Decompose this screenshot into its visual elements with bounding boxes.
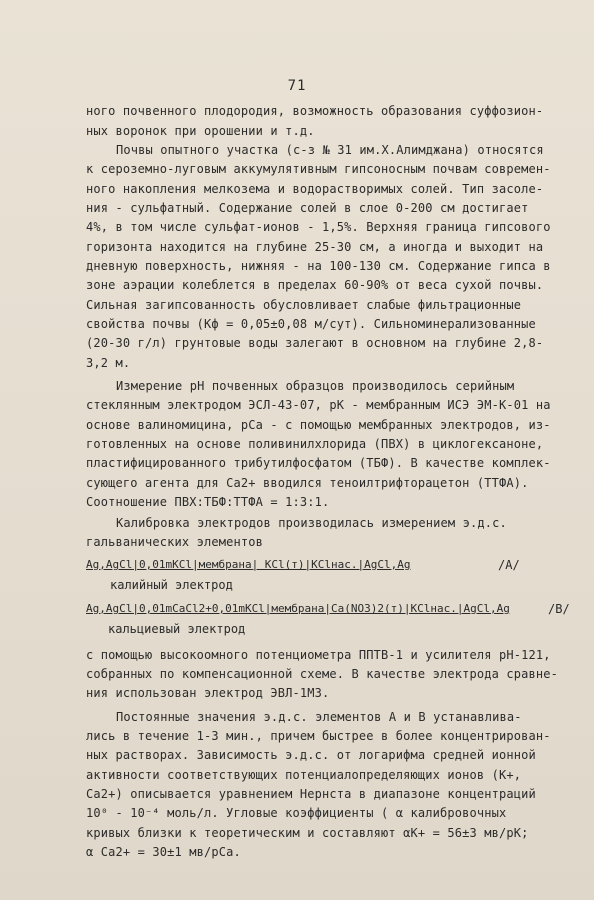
text-line: с помощью высокоомного потенциометра ППТВ-1 и усилителя рН-121,	[86, 648, 551, 662]
text-line: лись в течение 1-3 мин., причем быстрее в более концентрирован-	[86, 729, 551, 743]
cell-a-tag: /A/	[498, 558, 520, 572]
text-line: Почвы опытного участка (с-з № 31 им.Х.Алимджана) относятся	[116, 143, 544, 157]
text-line: Измерение рН почвенных образцов производилось серийным	[116, 379, 515, 393]
text-line: пластифицированного трибутилфосфатом (ТБФ). В качестве комплек-	[86, 456, 551, 470]
text-line: гальванических элементов	[86, 535, 263, 549]
cell-a-label: калийный электрод	[110, 578, 233, 592]
text-line: зоне аэрации колеблется в пределах 60-90% от веса сухой почвы.	[86, 278, 544, 292]
cell-b-formula: Ag,AgCl|0,01mCaCl2+0,01mKCl|мембрана|Ca(NO3)2(т)|KClнас.|AgCl,Ag	[86, 602, 510, 615]
text-line: (20-30 г/л) грунтовые воды залегают в основном на глубине 2,8-	[86, 336, 544, 350]
text-line: ного накопления мелкозема и водорастворимых солей. Тип засоле-	[86, 182, 544, 196]
text-line: Постоянные значения э.д.с. элементов А и В устанавлива-	[116, 710, 522, 724]
text-line: ных воронок при орошении и т.д.	[86, 124, 315, 138]
text-line: активности соответствующих потенциалопределяющих ионов (К+,	[86, 768, 522, 782]
text-line: ного почвенного плодородия, возможность образования суффозион-	[86, 104, 544, 118]
text-line: основе валиномицина, рСа - с помощью мембранных электродов, из-	[86, 418, 551, 432]
text-line: ния использован электрод ЭВЛ-1М3.	[86, 686, 330, 700]
text-line: ния - сульфатный. Содержание солей в слое 0-200 см достигает	[86, 201, 529, 215]
text-line: дневную поверхность, нижняя - на 100-130 см. Содержание гипса в	[86, 259, 551, 273]
text-line: 10⁰ - 10⁻⁴ моль/л. Угловые коэффициенты ( α калибровочных	[86, 806, 507, 820]
text-line: свойства почвы (Кф = 0,05±0,08 м/сут). Сильноминерализованные	[86, 317, 536, 331]
text-line: 4%, в том числе сульфат-ионов - 1,5%. Верхняя граница гипсового	[86, 220, 551, 234]
text-line: готовленных на основе поливинилхлорида (ПВХ) в циклогексаноне,	[86, 437, 544, 451]
text-line: стеклянным электродом ЭСЛ-43-07, рК - мембранным ИСЭ ЭМ-К-01 на	[86, 398, 551, 412]
text-line: горизонта находится на глубине 25-30 см, а иногда и выходит на	[86, 240, 544, 254]
text-line: α Са2+ = 30±1 мв/рСа.	[86, 845, 241, 859]
text-line: Соотношение ПВХ:ТБФ:ТТФА = 1:3:1.	[86, 495, 330, 509]
text-line: 3,2 м.	[86, 356, 131, 370]
text-line: Са2+) описывается уравнением Нернста в диапазоне концентраций	[86, 787, 536, 801]
text-line: к сероземно-луговым аккумулятивным гипсоносным почвам современ-	[86, 162, 551, 176]
text-line: Калибровка электродов производилась измерением э.д.с.	[116, 516, 507, 530]
cell-a-formula: Ag,AgCl|0,01mKCl|мембрана| KCl(т)|KClнас.|AgCl,Ag	[86, 558, 411, 571]
text-line: собранных по компенсационной схеме. В качестве электрода сравне-	[86, 667, 558, 681]
text-line: ных растворах. Зависимость э.д.с. от логарифма средней ионной	[86, 748, 536, 762]
cell-b-label: кальциевый электрод	[108, 622, 246, 636]
cell-b-tag: /B/	[548, 602, 570, 616]
page-number: 71	[287, 78, 307, 94]
text-line: Сильная загипсованность обусловливает слабые фильтрационные	[86, 298, 522, 312]
text-line: сующего агента для Са2+ вводился теноилтрифторацетон (ТТФА).	[86, 476, 529, 490]
text-line: кривых близки к теоретическим и составляют αК+ = 56±3 мв/рК;	[86, 826, 529, 840]
